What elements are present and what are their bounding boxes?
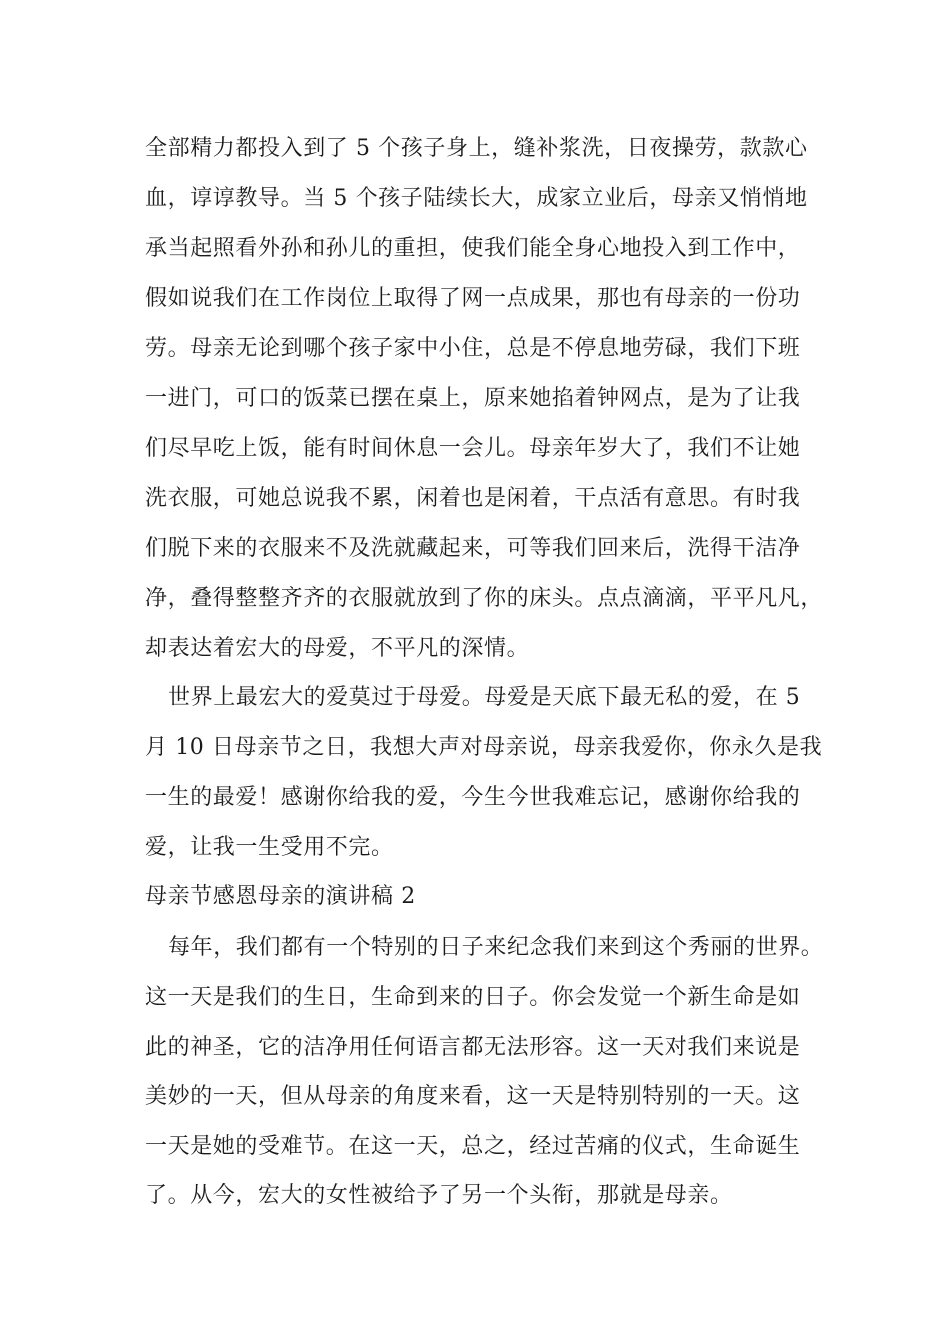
paragraph-line: 美妙的一天，但从母亲的角度来看，这一天是特别特别的一天。这 (145, 1084, 801, 1109)
paragraph-line: 此的神圣，它的洁净用任何语言都无法形容。这一天对我们来说是 (145, 1035, 801, 1060)
paragraph-line: 却表达着宏大的母爱，不平凡的深情。 (145, 636, 530, 661)
paragraph-line: 们脱下来的衣服来不及洗就藏起来，可等我们回来后，洗得干洁净 (145, 536, 801, 561)
paragraph-line: 爱，让我一生受用不完。 (145, 835, 394, 860)
paragraph-line: 洗衣服，可她总说我不累，闲着也是闲着，干点活有意思。有时我 (145, 486, 801, 511)
paragraph-line: 世界上最宏大的爱莫过于母爱。母爱是天底下最无私的爱，在 5 (168, 685, 801, 710)
paragraph-line: 一天是她的受难节。在这一天，总之，经过苦痛的仪式，生命诞生 (145, 1134, 801, 1159)
paragraph-line: 假如说我们在工作岗位上取得了网一点成果，那也有母亲的一份功 (145, 286, 801, 311)
paragraph-line: 全部精力都投入到了 5 个孩子身上，缝补浆洗，日夜操劳，款款心 (145, 136, 808, 161)
paragraph-line: 们尽早吃上饭，能有时间休息一会儿。母亲年岁大了，我们不让她 (145, 436, 801, 461)
paragraph-line: 血，谆谆教导。当 5 个孩子陆续长大，成家立业后，母亲又悄悄地 (145, 186, 808, 211)
paragraph-line: 一进门，可口的饭菜已摆在桌上，原来她掐着钟网点，是为了让我 (145, 386, 801, 411)
paragraph-line: 一生的最爱！感谢你给我的爱，今生今世我难忘记，感谢你给我的 (145, 785, 801, 810)
paragraph-line: 每年，我们都有一个特别的日子来纪念我们来到这个秀丽的世界。 (168, 935, 824, 960)
paragraph-line: 了。从今，宏大的女性被给予了另一个头衔，那就是母亲。 (145, 1183, 733, 1208)
paragraph-line: 劳。母亲无论到哪个孩子家中小住，总是不停息地劳碌，我们下班 (145, 336, 801, 361)
paragraph-line: 这一天是我们的生日，生命到来的日子。你会发觉一个新生命是如 (145, 985, 801, 1010)
paragraph-line: 承当起照看外孙和孙儿的重担，使我们能全身心地投入到工作中， (145, 236, 801, 261)
paragraph-line: 月 10 日母亲节之日，我想大声对母亲说，母亲我爱你，你永久是我 (145, 735, 823, 760)
section-heading: 母亲节感恩母亲的演讲稿 2 (145, 884, 416, 909)
paragraph-line: 净，叠得整整齐齐的衣服就放到了你的床头。点点滴滴，平平凡凡， (145, 586, 824, 611)
